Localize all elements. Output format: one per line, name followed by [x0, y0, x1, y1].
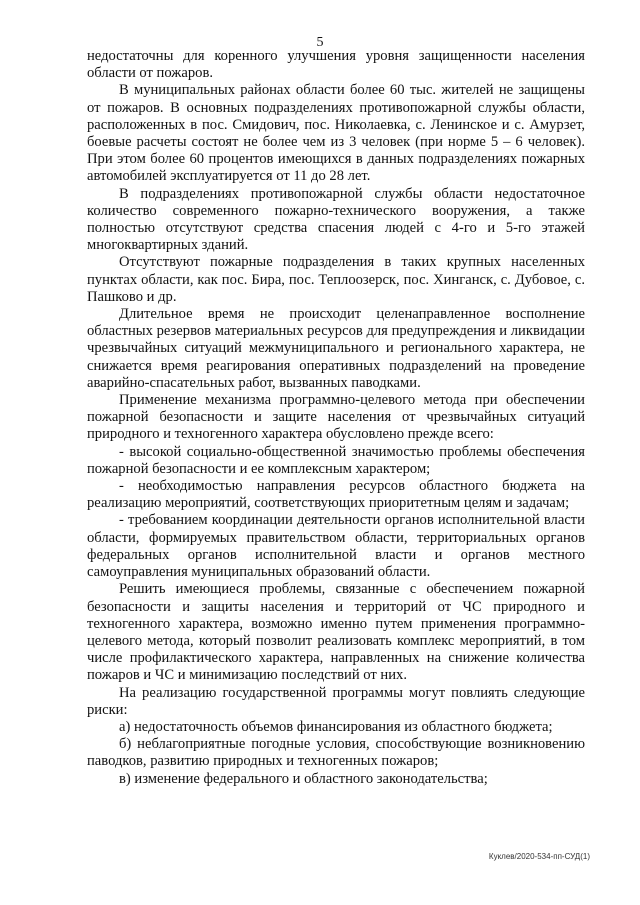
- paragraph: На реализацию государственной программы могут повлиять следующие риски:: [87, 684, 585, 718]
- list-item: в) изменение федерального и областного законодательства;: [119, 770, 488, 787]
- document-body: [87, 48, 585, 788]
- list-item: - требованием координации деятельности органов исполнительной власти области, формируемых правительством области, территориальных органов федеральных органов исполнительной власти и органов местного самоуправления муниципальных образований области.: [87, 512, 585, 581]
- paragraph: Решить имеющиеся проблемы, связанные с обеспечением пожарной безопасности и защиты населения и территорий от ЧС природного и техногенного характера, возможно именно путем применения программно-целевого метода, который позволит реализовать комплекс мероприятий, в том числе профилактического характера, направленных на снижение количества пожаров и ЧС и минимизацию последствий от них.: [87, 581, 585, 684]
- list-item: - необходимостью направления ресурсов областного бюджета на реализацию мероприятий, соответствующих приоритетным целям и задачам;: [87, 478, 585, 512]
- list-item: а) недостаточность объемов финансирования из областного бюджета;: [119, 718, 553, 735]
- paragraph: Длительное время не происходит целенаправленное восполнение областных резервов материальных ресурсов для предупреждения и ликвидации чрезвычайных ситуаций межмуниципального и регионального характера, не снижается время реагирования оперативных подразделений на проведение аварийно-спасательных работ, вызванных паводками.: [87, 306, 585, 391]
- paragraph: В подразделениях противопожарной службы области недостаточное количество современного пожарно-технического вооружения, а также полностью отсутствуют средства спасения людей с 4-го и 5-го этажей многоквартирных зданий.: [87, 185, 585, 254]
- page-number: 5: [316, 35, 324, 50]
- paragraph: недостаточны для коренного улучшения уровня защищенности населения области от пожаров.: [87, 48, 585, 82]
- paragraph: Применение механизма программно-целевого метода при обеспечении пожарной безопасности и защите населения от чрезвычайных ситуаций природного и техногенного характера обусловлено прежде всего:: [87, 392, 585, 443]
- list-item: - высокой социально-общественной значимостью проблемы обеспечения пожарной безопасности и ее комплексным характером;: [87, 443, 585, 477]
- footer-document-code: Куклев/2020-534-пп-СУД(1): [488, 852, 590, 861]
- list-item: б) неблагоприятные погодные условия, способствующие возникновению паводков, развитию природных и техногенных пожаров;: [87, 736, 585, 770]
- paragraph: Отсутствуют пожарные подразделения в таких крупных населенных пунктах области, как пос. Бира, пос. Теплоозерск, пос. Хинганск, с. Дубовое, с. Пашково и др.: [87, 254, 585, 305]
- paragraph: В муниципальных районах области более 60 тыс. жителей не защищены от пожаров. В основных подразделениях противопожарной службы области, расположенных в пос. Смидович, пос. Николаевка, с. Ленинское и с. Амурзет, боевые расчеты состоят не более чем из 3 человек (при норме 5 – 6 человек). При этом более 60 процентов имеющихся в данных подразделениях пожарных автомобилей эксплуатируется от 11 до 28 лет.: [87, 82, 585, 185]
